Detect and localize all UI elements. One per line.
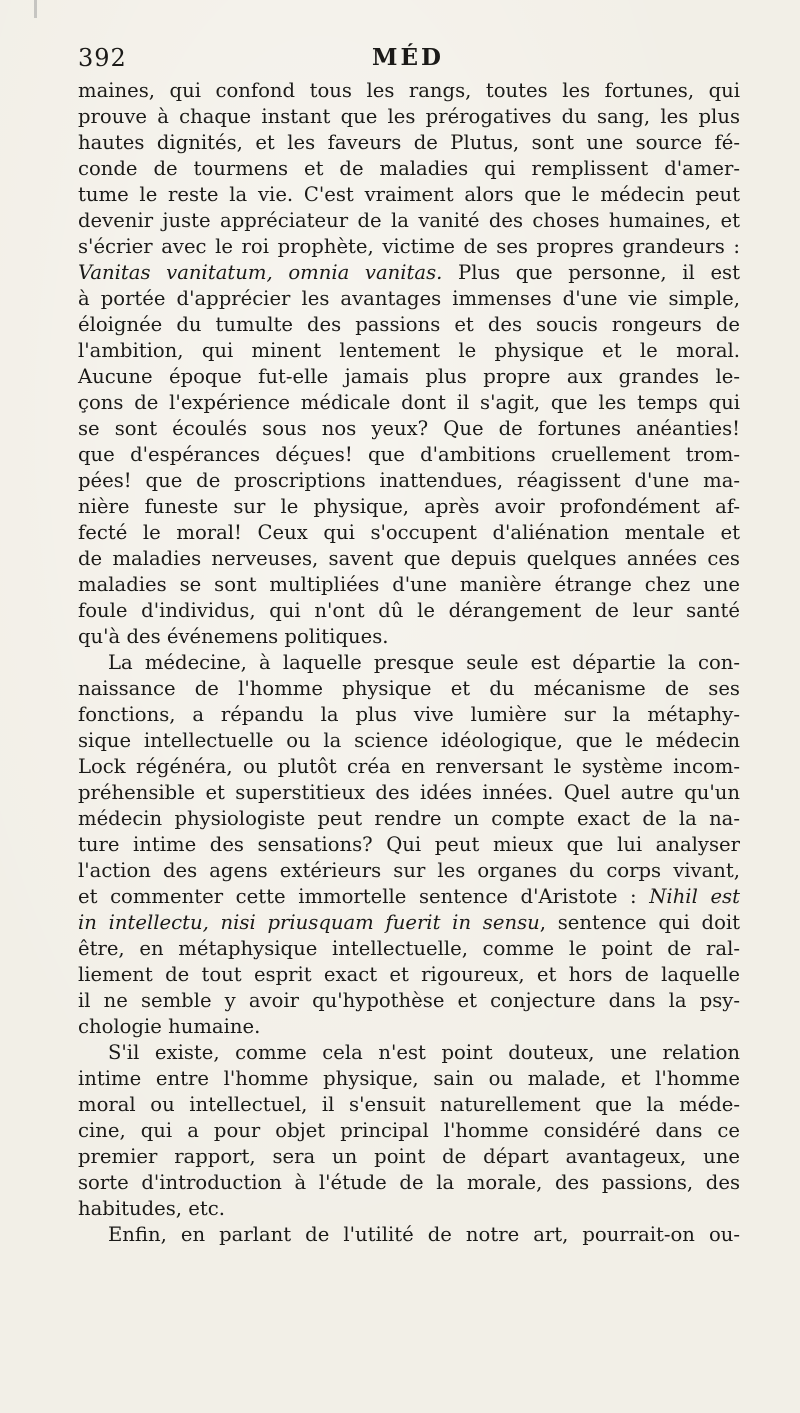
text-line: La médecine, à laquelle presque seule est départie la con- [108, 651, 740, 674]
text-line: conde de tourmens et de maladies qui remplissent d'amer- [78, 157, 740, 180]
text-line-latin: et commenter cette immortelle sentence d'Aristote : Nihil est [78, 885, 740, 908]
text-line: préhensible et superstitieux des idées innées. Quel autre qu'un [78, 781, 740, 804]
body-text [78, 78, 740, 1248]
text-line: sique intellectuelle ou la science idéologique, que le médecin [78, 729, 740, 752]
text-line: maines, qui confond tous les rangs, toutes les fortunes, qui [78, 79, 740, 102]
text-line: s'écrier avec le roi prophète, victime de ses propres grandeurs : [78, 235, 740, 258]
text-line: sorte d'introduction à l'étude de la morale, des passions, des [78, 1171, 740, 1194]
text-line: chologie humaine. [78, 1015, 261, 1038]
text-line: çons de l'expérience médicale dont il s'agit, que les temps qui [78, 391, 740, 414]
text-line: cine, qui a pour objet principal l'homme considéré dans ce [78, 1119, 740, 1142]
text-line: liement de tout esprit exact et rigoureux, et hors de laquelle [78, 963, 740, 986]
text-line: hautes dignités, et les faveurs de Plutus, sont une source fé- [78, 131, 740, 154]
text-line: à portée d'apprécier les avantages immenses d'une vie simple, [78, 287, 740, 310]
text-line: Lock régénéra, ou plutôt créa en renversant le système incom- [78, 755, 740, 778]
text-line: l'action des agens extérieurs sur les organes du corps vivant, [78, 859, 740, 882]
text-line: Enfin, en parlant de l'utilité de notre art, pourrait-on ou- [108, 1223, 740, 1246]
text-line: naissance de l'homme physique et du mécanisme de ses [78, 677, 740, 700]
text-line: maladies se sont multipliées d'une manière étrange chez une [78, 573, 740, 596]
text-line-latin: in intellectu, nisi priusquam fuerit in sensu, sentence qui doit [78, 911, 741, 934]
text-line: nière funeste sur le physique, après avoir profondément af- [78, 495, 740, 518]
text-line: tume le reste la vie. C'est vraiment alors que le médecin peut [78, 183, 740, 206]
text-line: que d'espérances déçues! que d'ambitions cruellement trom- [78, 443, 740, 466]
paragraph-4 [78, 1222, 740, 1248]
text-line: intime entre l'homme physique, sain ou malade, et l'homme [78, 1067, 740, 1090]
text-line: de maladies nerveuses, savent que depuis quelques années ces [78, 547, 740, 570]
text-line: habitudes, etc. [78, 1197, 225, 1220]
text-line: premier rapport, sera un point de départ avantageux, une [78, 1145, 740, 1168]
text-line: pées! que de proscriptions inattendues, réagissent d'une ma- [78, 469, 740, 492]
page-number: 392 [78, 44, 127, 72]
text-line-latin: Vanitas vanitatum, omnia vanitas. Plus que personne, il est [78, 261, 740, 284]
text-line: fecté le moral! Ceux qui s'occupent d'aliénation mentale et [78, 521, 740, 544]
text-line: l'ambition, qui minent lentement le physique et le moral. [78, 339, 740, 362]
paragraph-2 [78, 650, 740, 1040]
text-line: qu'à des événemens politiques. [78, 625, 389, 648]
text-line: se sont écoulés sous nos yeux? Que de fortunes anéanties! [78, 417, 740, 440]
text-line: fonctions, a répandu la plus vive lumière sur la métaphy- [78, 703, 740, 726]
text-line: éloignée du tumulte des passions et des soucis rongeurs de [78, 313, 740, 336]
text-line: foule d'individus, qui n'ont dû le dérangement de leur santé [78, 599, 740, 622]
latin-phrase: Vanitas vanitatum, omnia vanitas. [78, 261, 443, 284]
text-line: prouve à chaque instant que les prérogatives du sang, les plus [78, 105, 740, 128]
text-line: médecin physiologiste peut rendre un compte exact de la na- [78, 807, 740, 830]
text-line: être, en métaphysique intellectuelle, comme le point de ral- [78, 937, 740, 960]
scan-edge-mark [0, 0, 37, 18]
text-line: Aucune époque fut-elle jamais plus propre aux grandes le- [78, 365, 740, 388]
text-line: ture intime des sensations? Qui peut mieux que lui analyser [78, 833, 740, 856]
page-header [78, 44, 738, 78]
text-line: S'il existe, comme cela n'est point douteux, une relation [108, 1041, 740, 1064]
text-line: moral ou intellectuel, il s'ensuit naturellement que la méde- [78, 1093, 740, 1116]
latin-phrase: Nihil est [649, 885, 740, 908]
running-head: MÉD [372, 44, 444, 71]
latin-phrase: in intellectu, nisi priusquam fuerit in sensu [78, 911, 540, 934]
text-line: il ne semble y avoir qu'hypothèse et conjecture dans la psy- [78, 989, 740, 1012]
paragraph-1 [78, 78, 740, 650]
paragraph-3 [78, 1040, 740, 1222]
text-line: devenir juste appréciateur de la vanité des choses humaines, et [78, 209, 740, 232]
